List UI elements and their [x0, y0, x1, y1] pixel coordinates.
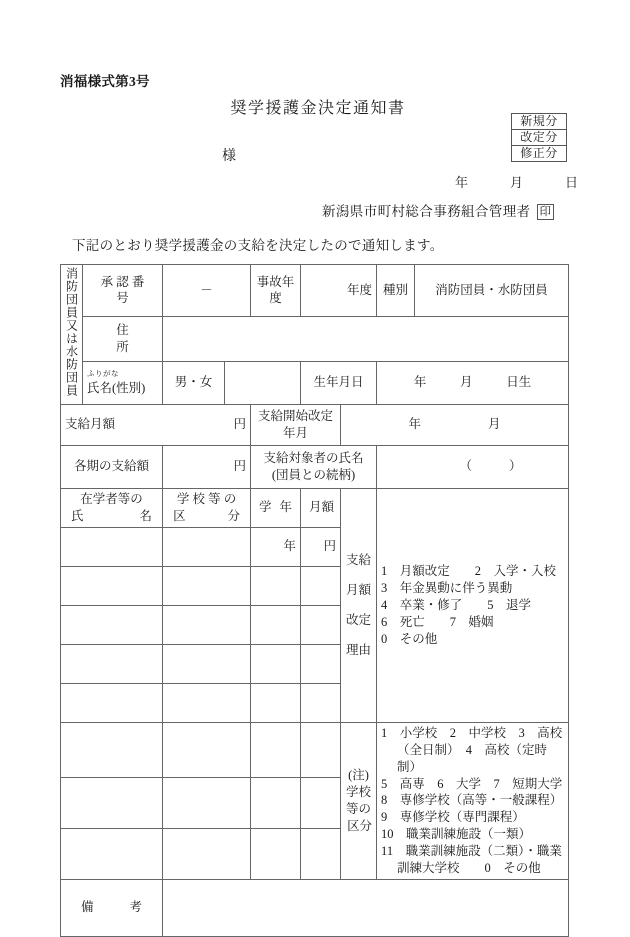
- table-row-monthly-amount: [61, 404, 569, 445]
- student-grade-header: 学 年: [251, 488, 301, 527]
- issuer-line: [322, 200, 554, 220]
- student-amount-value[interactable]: [301, 828, 341, 879]
- name-label-cell: [83, 361, 163, 404]
- seal-stamp-icon: 印: [537, 204, 555, 220]
- addressee-suffix: 様: [222, 149, 236, 164]
- amount-unit: 円: [323, 539, 337, 554]
- student-school-value[interactable]: [163, 527, 251, 566]
- school-code-line: 5 高専 6 大学 7 短期大学: [381, 776, 563, 791]
- type-value[interactable]: 消防団員・水防団員: [415, 265, 569, 317]
- address-value[interactable]: [163, 316, 569, 361]
- table-row-name: [61, 361, 569, 404]
- category-box-group: [511, 113, 567, 162]
- approval-number-label: 承 認 番 号: [83, 265, 163, 317]
- student-school-value[interactable]: [163, 778, 251, 829]
- student-school-value[interactable]: [163, 644, 251, 683]
- furigana-label: ふりがな: [87, 368, 119, 378]
- student-grade-value[interactable]: [251, 778, 301, 829]
- term-amount-currency: 円: [233, 459, 247, 474]
- reason-code-line: 6 死亡 7 婚姻: [381, 614, 494, 629]
- address-label: 住 所: [83, 316, 163, 361]
- student-amount-value[interactable]: [301, 605, 341, 644]
- remarks-value[interactable]: [163, 879, 569, 936]
- table-row-term-amount: [61, 445, 569, 488]
- start-year-label: 年: [408, 417, 422, 432]
- reason-code-line: 4 卒業・修了 5 退学: [381, 597, 532, 612]
- student-amount-value[interactable]: [301, 778, 341, 829]
- student-name-value[interactable]: [61, 778, 163, 829]
- student-amount-value[interactable]: [301, 683, 341, 722]
- recipient-name-label: 支給対象者の氏名 (団員との続柄): [251, 445, 377, 488]
- birthdate-label: 生年月日: [301, 361, 377, 404]
- gender-options[interactable]: 男・女: [163, 361, 225, 404]
- accident-year-value[interactable]: [301, 265, 377, 317]
- recipient-name-value[interactable]: [377, 445, 569, 488]
- school-code-line: 11 職業訓練施設（二類）・職業: [381, 844, 562, 858]
- table-row-student-header: [61, 488, 569, 527]
- birth-day-label: 日生: [506, 375, 532, 390]
- monthly-amount-currency: 円: [233, 417, 247, 432]
- student-school-value[interactable]: [163, 828, 251, 879]
- student-name-value[interactable]: [61, 605, 163, 644]
- start-month-label: 月: [488, 417, 501, 432]
- student-name-value[interactable]: [61, 722, 163, 777]
- grade-unit: 年: [283, 539, 297, 554]
- student-name-value[interactable]: [61, 683, 163, 722]
- reason-label-cell: 支給月額 改定理由: [341, 488, 377, 722]
- student-school-value[interactable]: [163, 722, 251, 777]
- student-name-value[interactable]: [61, 828, 163, 879]
- name-gender-label: 氏名(性別): [87, 381, 146, 395]
- student-amount-header: 月 額: [301, 488, 341, 527]
- student-amount-value[interactable]: [301, 527, 341, 566]
- table-row-address: [61, 316, 569, 361]
- category-box-new[interactable]: 新規分: [512, 114, 566, 130]
- category-box-correction[interactable]: 修正分: [520, 146, 558, 160]
- student-amount-value[interactable]: [301, 722, 341, 777]
- student-name-value[interactable]: [61, 527, 163, 566]
- monthly-amount-cell[interactable]: [61, 404, 251, 445]
- student-school-header: 学 校 等 の 区 分: [163, 488, 251, 527]
- type-label: 種別: [377, 265, 415, 317]
- student-name-value[interactable]: [61, 644, 163, 683]
- relation-paren-close: ）: [509, 459, 522, 474]
- reason-code-line: 3 年金異動に伴う異動: [381, 581, 513, 596]
- student-school-value[interactable]: [163, 566, 251, 605]
- school-code-line: 8 専修学校（高等・一般課程）: [381, 793, 563, 808]
- start-revision-label: 支給開始改定年月: [251, 404, 341, 445]
- vertical-label-member: 消防団員又は水防団員: [61, 265, 83, 405]
- school-code-line: 10 職業訓練施設（一類）: [381, 827, 532, 842]
- student-grade-value[interactable]: [251, 828, 301, 879]
- school-codes-cell: [377, 722, 569, 879]
- reason-codes-cell: [377, 488, 569, 722]
- student-grade-value[interactable]: [251, 566, 301, 605]
- date-month-label: 月: [510, 175, 524, 190]
- student-school-value[interactable]: [163, 605, 251, 644]
- relation-paren-open: （: [459, 459, 473, 474]
- term-amount-value[interactable]: [163, 445, 251, 488]
- student-amount-value[interactable]: [301, 566, 341, 605]
- school-note-label-cell: (注) 学校等の 区 分: [341, 722, 377, 879]
- name-value[interactable]: [225, 361, 301, 404]
- school-code-line: （全日制） 4 高校（定時制）: [397, 742, 548, 774]
- student-name-value[interactable]: [61, 566, 163, 605]
- nendo-unit: 年度: [347, 283, 373, 297]
- reason-code-line: 0 その他: [381, 631, 438, 646]
- accident-year-label: 事故年度: [251, 265, 301, 317]
- table-row-school-codes: [61, 722, 569, 777]
- main-form-table: [60, 264, 568, 937]
- birthdate-value[interactable]: [377, 361, 569, 404]
- student-school-value[interactable]: [163, 683, 251, 722]
- student-grade-value[interactable]: [251, 527, 301, 566]
- student-grade-value[interactable]: [251, 722, 301, 777]
- birth-year-label: 年: [413, 375, 427, 390]
- start-revision-value[interactable]: [341, 404, 569, 445]
- issuer-name: 新潟県市町村総合事務組合管理者: [322, 204, 531, 219]
- form-code: 消福様式第3号: [60, 74, 150, 89]
- remarks-label: 備 考: [61, 879, 163, 936]
- student-grade-value[interactable]: [251, 683, 301, 722]
- student-amount-value[interactable]: [301, 644, 341, 683]
- table-row-approval: [61, 265, 569, 317]
- school-code-line: 9 専修学校（専門課程）: [381, 810, 525, 825]
- monthly-amount-label: 支給月額: [65, 417, 116, 432]
- student-grade-value[interactable]: [251, 644, 301, 683]
- date-year-label: 年: [455, 175, 469, 190]
- school-code-line: 1 小学校 2 中学校 3 高校: [381, 725, 563, 740]
- student-name-header: 在学者等の 氏 名: [61, 488, 163, 527]
- school-code-line: 訓練大学校 0 その他: [397, 860, 541, 875]
- page-title: 奨学援護金決定通知書: [230, 100, 406, 117]
- approval-number-value[interactable]: －: [163, 265, 251, 317]
- category-box-revision[interactable]: 改定分: [512, 130, 566, 146]
- date-day-label: 日: [565, 175, 579, 190]
- table-row-remarks: [61, 879, 569, 936]
- lead-text: 下記のとおり奨学援護金の支給を決定したので通知します。: [72, 238, 444, 253]
- reason-code-line: 1 月額改定 2 入学・入校: [381, 564, 557, 579]
- birth-month-label: 月: [460, 375, 473, 390]
- student-grade-value[interactable]: [251, 605, 301, 644]
- term-amount-label: 各期の支給額: [61, 445, 163, 488]
- date-line: [455, 172, 579, 191]
